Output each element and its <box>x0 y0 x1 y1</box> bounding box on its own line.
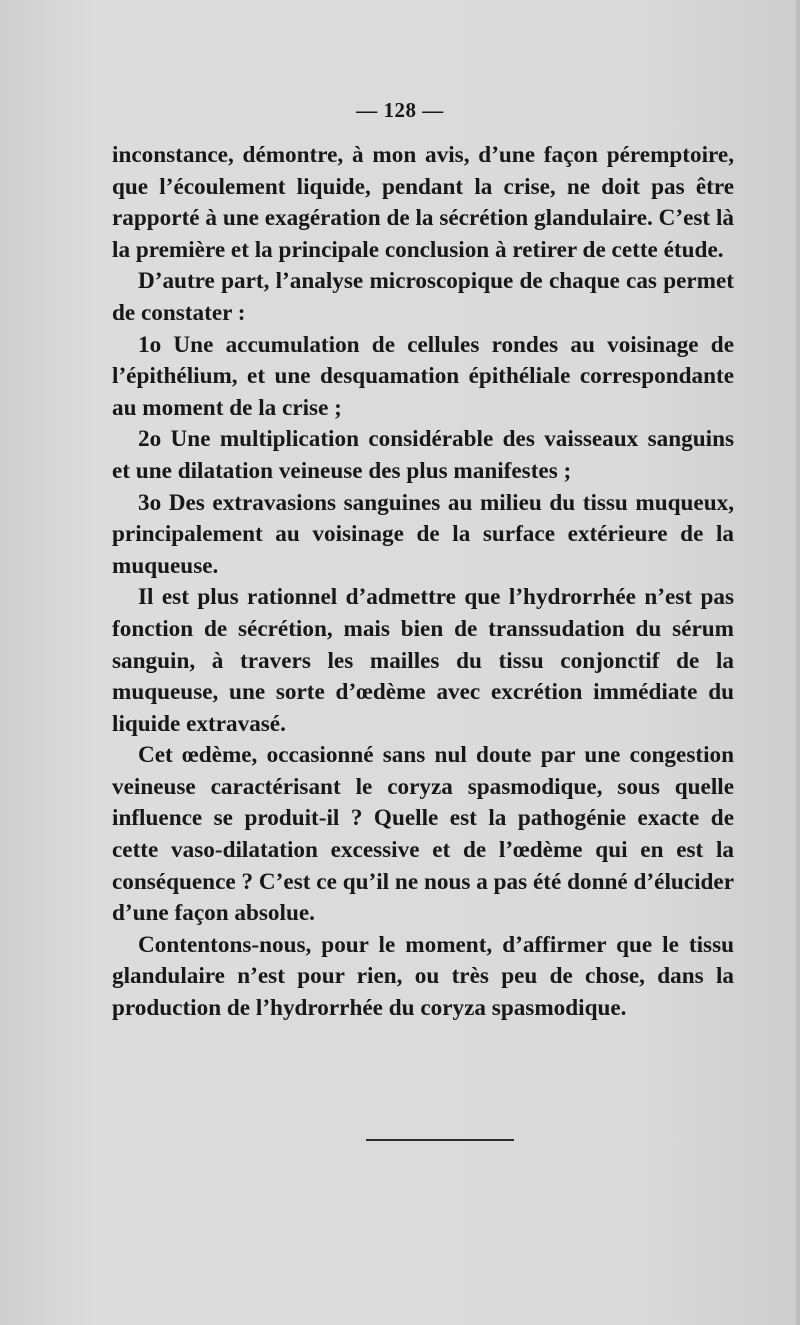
section-divider-rule <box>366 1139 514 1141</box>
paragraph-1: inconstance, démontre, à mon avis, d’une façon péremptoire, que l’écoulement liquide, pendant la crise, ne doit pas être rapporté à une exagération de la sécrétion glandulaire. C’est là la première et la principale conclusion à retirer de cette étude. <box>112 142 734 263</box>
paragraph-6: Il est plus rationnel d’admettre que l’hydrorrhée n’est pas fonction de sécrétion, mais bien de transsudation du sérum sanguin, à travers les mailles du tissu conjonctif de la muqueuse, une sorte d’œdème avec excrétion immédiate du liquide extravasé. <box>112 584 734 737</box>
paragraph-2: D’autre part, l’analyse microscopique de chaque cas permet de constater : <box>112 268 734 326</box>
paragraph-5: 3o Des extravasions sanguines au milieu du tissu muqueux, principalement au voisinage de la surface extérieure de la muqueuse. <box>112 489 734 579</box>
paragraph-3: 1o Une accumulation de cellules rondes au voisinage de l’épithélium, et une desquamation épithéliale correspondante au moment de la crise ; <box>112 331 734 421</box>
paragraph-4: 2o Une multiplication considérable des vaisseaux sanguins et une dilatation veineuse des plus manifestes ; <box>112 426 734 484</box>
body-text <box>112 140 734 1025</box>
paragraph-7: Cet œdème, occasionné sans nul doute par une congestion veineuse caractérisant le coryza spasmodique, sous quelle influence se produit-il ? Quelle est la pathogénie exacte de cette vaso-dilatation excessive et de l’œdème qui en est la conséquence ? C’est ce qu’il ne nous a pas été donné d’élucider d’une façon absolue. <box>112 742 734 927</box>
page-number: — 128 — <box>356 98 444 122</box>
paragraph-8: Contentons-nous, pour le moment, d’affirmer que le tissu glandulaire n’est pour rien, ou très peu de chose, dans la production de l’hydrorrhée du coryza spasmodique. <box>112 931 734 1022</box>
